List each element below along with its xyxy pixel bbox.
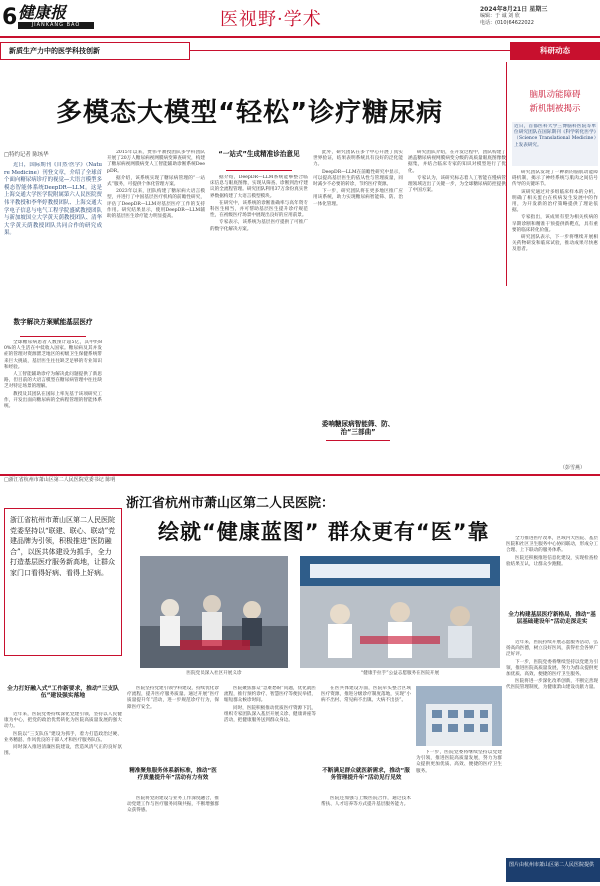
article1-col5-p1: 研究团队介绍，在开发过程中，团队构建了涵盖糖尿病视网膜病变分级的高质量眼底图像数据集，并结合临床专家的知识对模型进行了优化。 xyxy=(408,150,506,174)
subhead-mid-rule xyxy=(226,170,292,171)
article1-col2-p3: 2023年以来，团队构建了糖尿病大语言模型，并进行了中国基层医疗机构的前瞻性研究，评估了DeepDR—LLM对基层医疗工作的支持作用。研究结果显示，使用DeepDR—LLM辅助的基层医生诊疗能力明显提高。 xyxy=(107,189,205,220)
sidebar-title xyxy=(510,88,600,116)
photo3-caption: 图片由杭州市萧山区第二人民医院提供 xyxy=(509,862,595,868)
article2-col1-p1: 近年来，医院党委持续深化党建引领，坚持以人民健康为中心，把党的政治优势转化为医院高质量发展的强大动力。 xyxy=(4,712,122,730)
article2-col5 xyxy=(416,750,502,878)
photo-hospital-art xyxy=(416,686,502,746)
subhead-mid2-rule xyxy=(326,440,390,441)
article2-col1-p3: 同时深入推进清廉医院建设，营造风清气正的良好氛围。 xyxy=(4,745,122,757)
article2-subhead-2: 精准聚焦服务体系新标准，推动“医疗质量提升年”活动有力有效 xyxy=(129,768,217,782)
subhead-left-rule xyxy=(20,336,86,337)
sidebar-body-p1: 研究团队发现了一种新的脑肌动能障碍机制，揭示了神经系统与肌肉之间信号传导的关键环节。 xyxy=(512,170,598,188)
banner-right xyxy=(510,42,600,60)
article2-lead-box xyxy=(4,508,122,656)
article1-intro-text: 近日，国际期刊《自然·医学》（Nature Medicine）刊登文章，介绍了全球首个面向糖尿病诊疗的视觉—大语言模型多模态智能体系统DeepDR—LLM。这是上海交通大学医学院附属第六人民医院贾伟平教授和李华婷教授团队、上海交通大学电子信息与电气工程学院盛斌教授团队与新加坡国立大学黄天荫教授团队、清华大学黄天荫教授团队共同合作的研究成果。 xyxy=(4,162,102,237)
sidebar-body-p4: 研究团队表示，下一步将继续开展相关药物研发和临床试验，推动成果尽快惠及患者。 xyxy=(512,235,598,253)
sidebar-author: （彭雪燕） xyxy=(560,465,586,471)
article2-right-p4: 下一步，医院党委将继续坚持以党建为引领，推进医院高质量发展，努力为群众提供更加优质、高效、便捷的医疗卫生服务。 xyxy=(506,659,598,678)
article1-col1 xyxy=(4,340,102,468)
article1-col4-p1: 此外，研究团队在多个中心开展了真实世界验证，结果表明系统具有良好的泛化能力。 xyxy=(313,150,403,168)
sidebar-divider xyxy=(506,62,507,286)
article1-subhead-mid2: 委响糖尿病智能筛、防、治“三部曲” xyxy=(321,420,395,437)
article1-col1-p1: 全球糖尿病患者人数预计超5亿，其中约80%的人生活在中低收入国家。糖尿病及其并发症的管理对资源匮乏地区的初级卫生保健系统带来巨大挑战，基层医生往往缺乏足够的专业知识和经验。 xyxy=(4,340,102,370)
photo-volunteer-service-art xyxy=(300,556,500,668)
date-info xyxy=(480,6,547,27)
banner-stripe xyxy=(190,50,510,51)
article2-right-p1: 全力推进医疗改革，区域内大医院、基层医院和社区卫生服务中心协同联动，形成分工合理、上下联动的服务体系。 xyxy=(506,536,598,554)
article2-subhead-1: 全力打好融入式“工作新要求，推动“三支队伍”建设强实落地 xyxy=(7,686,119,700)
article2-subhead-3: 不断满足群众就医新需求，推动“服务管理提升年”活动见行见效 xyxy=(322,768,410,782)
masthead xyxy=(0,0,600,36)
article2-right-p2: 医院还积极推进信息化建设，实现检查检验结果互认，让群众少跑腿。 xyxy=(506,555,598,567)
phone-line: 电话：(010)64622022 xyxy=(480,20,534,26)
article1-headline: 多模态大模型“轻松”诊疗糖尿病 xyxy=(56,98,444,128)
sidebar-intro-box xyxy=(512,122,598,166)
article1-col5 xyxy=(408,150,506,468)
banner-tag-right: 科研动态 xyxy=(540,46,570,55)
sidebar-intro-text: 近日，首都医科大学三博脑科医院等单位研究团队在国际期刊《科学转化医学》（Science Translational Medicine）上发表研究。 xyxy=(514,124,596,148)
article1-subhead-left: 数字解决方案赋能基层医疗 xyxy=(13,318,93,326)
sidebar-body-p2: 该研究通过对多组临床样本的分析，明确了相关蛋白在疾病发生发展中的作用，为开发新的治疗策略提供了理论依据。 xyxy=(512,189,598,214)
photo2-caption: “健康手拉手”公益志愿服务在医院开展 xyxy=(360,671,440,676)
article1-col3-p2: 在研究中，该系统的诊断准确率与高年资专科医生相当，并可帮助基层医生提升诊疗规范性，在初级医疗场景中展现出良好的应用前景。 xyxy=(210,200,308,219)
masthead-rule xyxy=(0,36,600,38)
logo-en-bar: JIANKANG BAO xyxy=(18,22,94,29)
photo-community-clinic-art xyxy=(140,556,288,668)
photo3-caption-box xyxy=(506,858,600,882)
article1-col4 xyxy=(313,150,403,418)
article1-byline: □特约记者 陈垓华 xyxy=(4,152,49,158)
article2-col2 xyxy=(127,686,219,766)
photo-community-clinic xyxy=(140,556,288,668)
section-title: 医视野·学术 xyxy=(220,9,322,30)
page-number: 6 xyxy=(2,5,18,30)
article2-right-p5: 医院将进一步深化改革创新，不断完善现代医院管理制度，为健康萧山建设贡献力量。 xyxy=(506,679,598,691)
article2-right-p3: 近年来，医院持续开展志愿服务活动，弘扬高尚医德，树立良好医风，获得社会各界广泛好评。 xyxy=(506,640,598,658)
editor-line: 编辑：于 诚 刘 欣 xyxy=(480,13,520,19)
article1-col3-p3: 专家表示，该系统为基层医疗提供了可推广的数字化解决方案。 xyxy=(210,220,308,232)
article1-col1-p3: 教授及其团队在国际上率先基于该项研究工作，开发出面向糖尿病的全病程管理的智能体系统。 xyxy=(4,391,102,410)
sidebar-title-line2: 新机制被揭示 xyxy=(529,104,581,114)
article2-col2-bottom xyxy=(127,796,219,878)
article1-intro xyxy=(4,162,102,314)
article1-col4-p3: 下一步，研究团队将在更多地区推广应用该系统，助力实现糖尿病智能筛、防、治一体化管理。 xyxy=(313,189,403,207)
article1-col2-p1: 2015年以来，贾伟平教授团队多学科团队开展了20万人糖尿病视网膜病变筛查研究，构建了糖尿病视网膜病变人工智能辅助诊断系统DeepDR。 xyxy=(107,150,205,174)
article2-col4-bottom xyxy=(321,796,411,878)
article2-col3-p1: 医院聚焦群众“急难愁盼”问题，优化就医流程，推行预约诊疗、智慧医疗等便民举措，缩短群众候诊时间。 xyxy=(224,686,316,704)
article1-col4-p2: DeepDR—LLM在前瞻性研究中显示，可以提高基层医生的依从性与管理质量，同时减少不必要的转诊，节约医疗资源。 xyxy=(313,169,403,188)
date-line: 2024年8月21日 星期三 xyxy=(480,6,548,13)
article2-right-col-bottom xyxy=(506,640,598,854)
article2-kicker: 浙江省杭州市萧山区第二人民医院： xyxy=(126,496,335,511)
sidebar-body-p3: 专家指出，该成果有望为相关疾病的早期诊断和精准干预提供新靶点，具有重要的临床转化价值。 xyxy=(512,215,598,233)
article2-col2-p1: 医院坚持党建引领学科建设，持续优化诊疗流程，提升医疗服务质量。通过开展“医疗质量提升年”活动，进一步规范诊疗行为，保障医疗安全。 xyxy=(127,686,219,710)
article2-headline: 绘就“健康蓝图” 群众更有“医”靠 xyxy=(158,520,490,544)
article2-subhead-4: 全力构建基层医疗新格局，推动“基层基础建设年”活动走深走实 xyxy=(508,612,596,626)
banner-left xyxy=(0,42,190,60)
article2-right-col-top xyxy=(506,536,598,608)
article2-col1-p2: 医院以“三支队伍”建设为抓手，着力打造政治过硬、业务精湛、作风优良的干部人才和医疗服务队伍。 xyxy=(4,731,122,743)
photo-hospital xyxy=(416,686,502,746)
article2-col4-p2: 医院还加强与上级医院合作，通过技术帮扶、人才培养等方式提升基层服务能力。 xyxy=(321,796,411,808)
sidebar-body xyxy=(512,170,598,462)
article2-col4-p1: 在医共体建设方面，医院牵头整合区域医疗资源，推进分级诊疗制度落地，实现“小病不出村、常见病不出镇、大病不出县”。 xyxy=(321,686,411,704)
article1-col5-p2: 专家认为，该研究标志着人工智能在慢病管理领域迈出了关键一步，为全球糖尿病防控提供了中国方案。 xyxy=(408,175,506,194)
article2-top-rule xyxy=(0,474,600,476)
article1-col2-p2: 据介绍，该系统实现了糖尿病管理的“一站式”服务，可提供个体化管理方案。 xyxy=(107,175,205,188)
photo1-caption: 医院党员深入社区开展义诊 xyxy=(186,671,242,676)
article2-col1 xyxy=(4,712,122,878)
article1-col3-p1: 据介绍，DeepDR—LLM系统能够整合临床信息与眼底图像，实现从筛查、诊断到治疗建议的全流程管理。研究团队利用37万余份真实世界数据构建了大语言模型模块。 xyxy=(210,175,308,199)
article1-col3 xyxy=(210,175,308,468)
sidebar-title-line1: 脑肌动能障碍 xyxy=(529,90,581,100)
article2-header-tag: □浙江省杭州市萧山区第二人民医院党委书记 陈明 xyxy=(4,477,116,483)
banner-tag-left: 新质生产力中的医学科技创新 xyxy=(9,47,100,55)
article2-lead-text: 浙江省杭州市萧山区第二人民医院党委坚持以“联建、联心、联动”党建品牌为引领，积极推进“医防融合”，以医共体建设为抓手，全力打造基层医疗服务新高地，让群众家门口看得好病、看得上好病。 xyxy=(10,516,116,577)
article2-col5-p1: 下一步，医院党委将继续坚持以党建为引领，推进医院高质量发展，努力为群众提供更加优质、高效、便捷的医疗卫生服务。 xyxy=(416,750,502,774)
article2-col4 xyxy=(321,686,411,766)
article1-col2 xyxy=(107,150,205,468)
newspaper-logo xyxy=(18,4,94,29)
article2-col2-p2: 医院将党的建设与业务工作深度融合，推动党建工作与医疗服务同频共振，不断增强群众获得感。 xyxy=(127,796,219,814)
logo-text: 健康报 xyxy=(18,3,67,22)
article2-col3-p2: 同时，医院积极推动优质医疗资源下沉，组织专家团队深入基层开展义诊、健康讲座等活动，把健康服务送到群众身边。 xyxy=(224,705,316,724)
photo-volunteer-service xyxy=(300,556,500,668)
article2-col3 xyxy=(224,686,316,878)
article1-subhead-mid: “一站式”生成精准诊治意见 xyxy=(218,150,300,158)
article1-col1-p2: 人工智能辅助诊疗为解决此问题提供了新思路，但目前的大语言模型在糖尿病管理中往往缺乏对特定场景的理解。 xyxy=(4,372,102,390)
